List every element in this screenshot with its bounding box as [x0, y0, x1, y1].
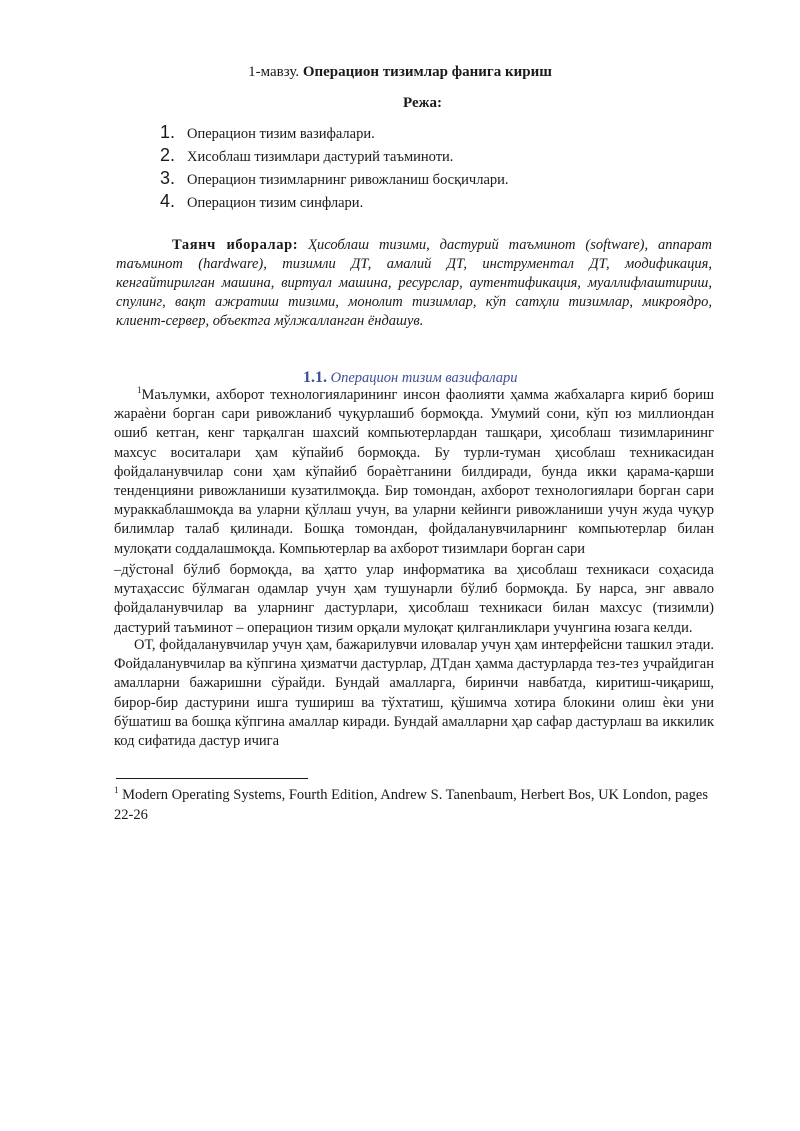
paragraph-2-text: –дўстона‖ бўлиб бормоқда, ва ҳатто улар информатика ва ҳисоблаш техникаси соҳасида мутаҳассис бўлмаган одамлар учун ҳам тушунарли бўлиб бормоқда. Бу нарса, энг аввало фойдаланувчилар ва уларнинг дастурлари, ҳисоблаш техникаси билан махсус (тизимли) дастурий таъминот – операцион тизим орқали мулоқат қилганликлари учунгина юзага келди. — [114, 562, 714, 636]
plan-item-text: Операцион тизим вазифалари. — [187, 126, 375, 142]
topic-title-text: Операцион тизимлар фанига кириш — [302, 64, 552, 80]
paragraph-3 — [114, 636, 714, 751]
paragraph-1 — [114, 386, 714, 559]
plan-heading: Режа: — [403, 95, 442, 111]
footnote — [114, 786, 714, 825]
keywords-text: Ҳисоблаш тизими, дастурий таъминот (software), аппарат таъминот (hardware), тизимли ДТ, амалий ДТ, инструментал ДТ, модификация, кенгайтирилган машина, виртуал машина, ресурслар, аутентификация, муаллифлаштириш, спулинг, вақт ажратиш тизими, монолит тизимлар, кўп сатҳли тизимлар, микроядро, клиент-сервер, объектга мўлжалланган ёндашув. — [116, 237, 712, 329]
plan-list — [160, 121, 509, 213]
section-heading — [303, 368, 518, 388]
paragraph-3-text: ОТ, фойдаланувчилар учун ҳам, бажарилувчи иловалар учун ҳам интерфейсни ташкил этади. Фойдаланувчилар ва кўпгина ҳизматчи дастурлар, ДТдан ҳамма дастурларда тез-тез учрайдиган амалларни бажаришни сўрайди. Бундай амалларга, биринчи навбатда, киритиш-чиқариш, бирор-бир дастурини ишга тушириш ва тўхтатиш, қўшимча хотира блокини олиш ѐки уни бўшатиш ва бошқа кўпгина амаллар киради. Бундай амалларни ҳар сафар дастурлаш ва иккилик код сифатида дастур ичига — [114, 637, 714, 750]
keywords-block — [116, 236, 712, 331]
plan-item-text: Операцион тизимларнинг ривожланиш босқичлари. — [187, 172, 509, 188]
plan-item-number: 4. — [160, 191, 176, 211]
footnote-text: Modern Operating Systems, Fourth Edition, Andrew S. Tanenbaum, Herbert Bos, UK London, pages 22-26 — [114, 787, 709, 823]
section-title: Операцион тизим вазифалари — [327, 370, 518, 386]
topic-title — [0, 62, 800, 82]
plan-item-number: 1. — [160, 122, 176, 142]
plan-item — [160, 121, 509, 144]
footnote-mark: 1 — [114, 785, 119, 796]
paragraph-1-text: Маълумки, ахборот технологияларининг инсон фаолияти ҳамма жабхаларга кириб бориш жараѐни борган сари ривожланиб чуқурлашиб бормоқда. Умумий сони, кўп юз миллиондан ошиб кетган, кенг тарқалган шахсий компьютерлардан ташқари, ҳисоблаш тизимларининг махсус воситалари ҳам кўпайиб бормоқда. Бу турли-туман ҳисоблаш техникасидан фойдаланувчилар сони ҳам кўпайиб бораѐтганини билдиради, бунда икки қарама-қарши тенденцияни ривожланиши кузатилмоқда. Бир томондан, ахборот технологиялари борган сари мураккаблашмоқда ва уларни қўллаш учун, ва уларни кейинги ривожланиши учун жуда чуқур билимлар талаб қилинади. Бошқа томондан, фойдаланувчиларнинг компьютерлар билан мулоқати соддалашмоқда. Компьютерлар ва ахборот тизимлари борган сари — [114, 387, 714, 557]
footnote-separator — [116, 778, 308, 779]
plan-item-number: 2. — [160, 145, 176, 165]
plan-item-text: Операцион тизим синфлари. — [187, 195, 364, 211]
paragraph-2 — [114, 561, 714, 638]
topic-prefix: 1-мавзу. — [248, 64, 303, 80]
plan-item-text: Хисоблаш тизимлари дастурий таъминоти. — [187, 149, 454, 165]
section-number: 1.1. — [303, 369, 327, 386]
keywords-label: Таянч иборалар: — [172, 237, 299, 253]
plan-item — [160, 190, 509, 213]
plan-item — [160, 144, 509, 167]
footnote-reference: 1 — [137, 385, 142, 396]
plan-item-number: 3. — [160, 168, 176, 188]
plan-item — [160, 167, 509, 190]
